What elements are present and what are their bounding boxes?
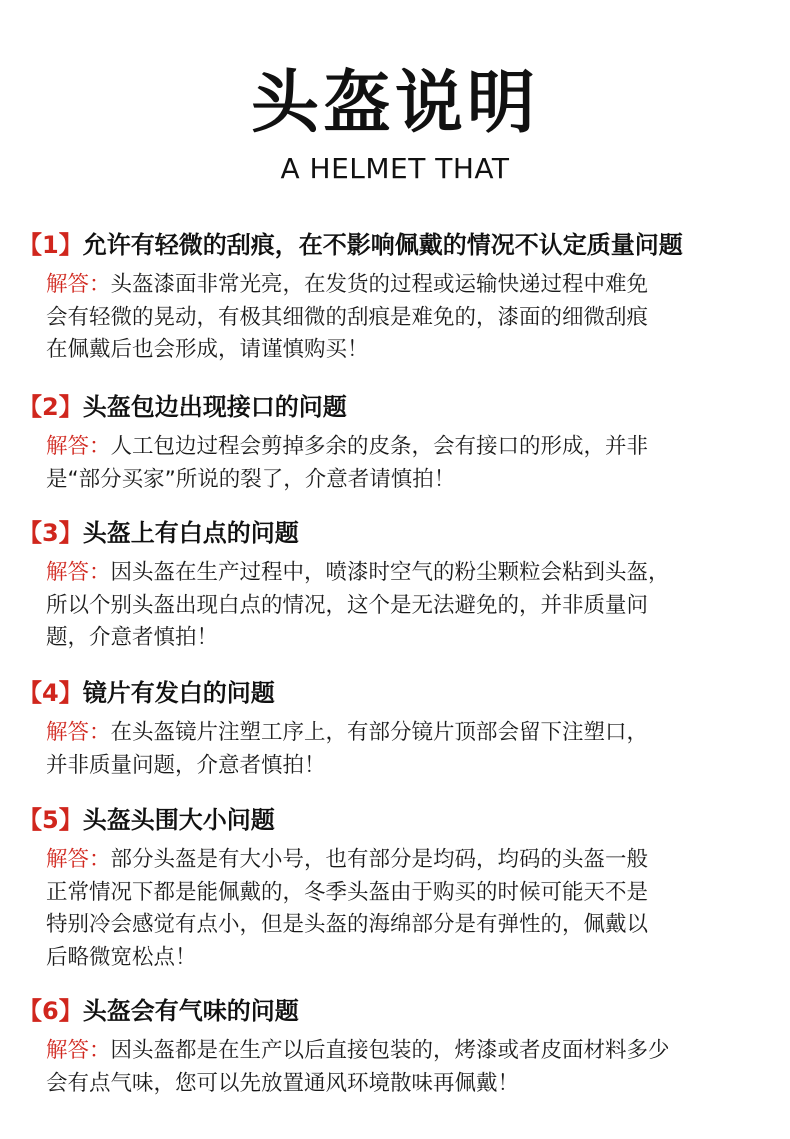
section-heading-text: 允许有轻微的刮痕，在不影响佩戴的情况不认定质量问题 xyxy=(82,231,683,259)
answer-text: 部分头盔是有大小号，也有部分是均码，均码的头盔一般 xyxy=(110,847,649,872)
answer-label: 解答： xyxy=(46,560,111,585)
answer-text: 正常情况下都是能佩戴的，冬季头盔由于购买的时候可能天不是 xyxy=(46,879,649,905)
number-bracket-open: 【 xyxy=(18,806,42,834)
number-bracket-open: 【 xyxy=(18,997,42,1025)
section-heading-text: 头盔会有气味的问题 xyxy=(82,997,299,1025)
answer-line xyxy=(46,844,746,877)
page-subtitle: A HELMET THAT xyxy=(280,152,510,185)
number-bracket-close: 】 xyxy=(58,393,83,421)
answer-line xyxy=(46,590,746,623)
page-title: 头盔说明 xyxy=(250,64,539,143)
answer-line xyxy=(46,464,746,497)
section-number: 4 xyxy=(42,679,59,707)
answer-text: 因头盔都是在生产以后直接包装的，烤漆或者皮面材料多少 xyxy=(110,1038,670,1063)
section-answer xyxy=(46,557,746,655)
faq-section-3 xyxy=(18,518,778,655)
answer-text: 题，介意者慎拍！ xyxy=(46,625,219,650)
answer-label: 解答： xyxy=(46,434,111,459)
answer-line xyxy=(46,622,746,655)
answer-line xyxy=(46,1035,746,1068)
answer-text: 特别冷会感觉有点小，但是头盔的海绵部分是有弹性的，佩戴以 xyxy=(46,912,649,937)
number-bracket-close: 】 xyxy=(58,679,83,707)
number-bracket-close: 】 xyxy=(58,231,83,259)
number-bracket-open: 【 xyxy=(18,231,42,259)
section-heading xyxy=(18,392,778,422)
answer-line xyxy=(46,717,746,750)
answer-line xyxy=(46,750,746,783)
section-heading-text: 镜片有发白的问题 xyxy=(82,679,275,707)
section-answer xyxy=(46,844,746,974)
section-number: 3 xyxy=(42,519,59,547)
answer-label: 解答： xyxy=(46,847,111,872)
number-bracket-close: 】 xyxy=(58,997,83,1025)
page-header xyxy=(0,0,790,186)
faq-section-5 xyxy=(18,805,778,974)
section-heading xyxy=(18,996,778,1026)
section-number: 6 xyxy=(42,997,59,1025)
answer-line xyxy=(46,431,746,464)
faq-section-6 xyxy=(18,996,778,1100)
section-heading xyxy=(18,230,778,260)
answer-text: 后略微宽松点！ xyxy=(46,944,197,970)
section-number: 1 xyxy=(42,231,59,259)
answer-text: 头盔漆面非常光亮，在发货的过程或运输快递过程中难免 xyxy=(110,272,649,297)
answer-label: 解答： xyxy=(46,1038,111,1063)
section-heading xyxy=(18,678,778,708)
answer-line xyxy=(46,334,746,367)
answer-text: 在头盔镜片注塑工序上，有部分镜片顶部会留下注塑口， xyxy=(110,720,649,745)
answer-text: 在佩戴后也会形成，请谨慎购买！ xyxy=(46,337,369,362)
number-bracket-open: 【 xyxy=(18,679,42,707)
answer-line xyxy=(46,269,746,302)
answer-text: 并非质量问题，介意者慎拍！ xyxy=(46,752,326,778)
answer-text: 会有轻微的晃动，有极其细微的刮痕是难免的，漆面的细微刮痕 xyxy=(46,304,649,330)
answer-text: 会有点气味，您可以先放置通风环境散味再佩戴！ xyxy=(46,1070,520,1096)
answer-line xyxy=(46,302,746,335)
answer-line xyxy=(46,557,746,590)
section-heading-text: 头盔包边出现接口的问题 xyxy=(82,393,347,421)
answer-text: 人工包边过程会剪掉多余的皮条，会有接口的形成，并非 xyxy=(110,434,649,459)
faq-section-2 xyxy=(18,392,778,496)
answer-label: 解答： xyxy=(46,272,111,297)
section-heading-text: 头盔头围大小问题 xyxy=(82,806,275,834)
number-bracket-open: 【 xyxy=(18,519,42,547)
answer-line xyxy=(46,877,746,910)
answer-text: 所以个别头盔出现白点的情况，这个是无法避免的，并非质量问 xyxy=(46,592,649,618)
section-answer xyxy=(46,269,746,367)
section-answer xyxy=(46,717,746,782)
answer-label: 解答： xyxy=(46,720,111,745)
number-bracket-open: 【 xyxy=(18,393,42,421)
answer-line xyxy=(46,909,746,942)
number-bracket-close: 】 xyxy=(58,806,83,834)
answer-line xyxy=(46,1068,746,1101)
section-heading xyxy=(18,805,778,835)
number-bracket-close: 】 xyxy=(58,519,83,547)
section-answer xyxy=(46,431,746,496)
answer-line xyxy=(46,942,746,975)
answer-text: 是“部分买家”所说的裂了，介意者请慎拍！ xyxy=(46,466,456,492)
faq-section-4 xyxy=(18,678,778,782)
section-number: 5 xyxy=(42,806,59,834)
section-number: 2 xyxy=(42,393,59,421)
section-heading-text: 头盔上有白点的问题 xyxy=(82,519,299,547)
section-answer xyxy=(46,1035,746,1100)
answer-text: 因头盔在生产过程中，喷漆时空气的粉尘颗粒会粘到头盔， xyxy=(110,560,670,585)
faq-section-1 xyxy=(18,230,778,367)
section-heading xyxy=(18,518,778,548)
